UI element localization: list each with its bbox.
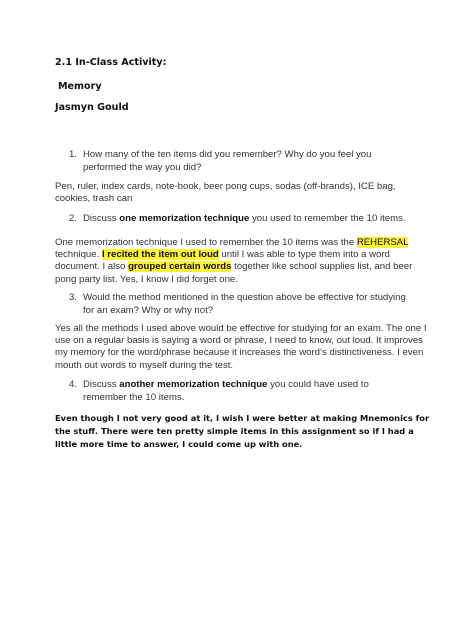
answer-2-highlight-grouped: grouped certain words	[128, 261, 232, 273]
answer-2-highlight-rehersal: REHERSAL	[356, 237, 409, 248]
question-2-text	[83, 213, 428, 226]
question-4-text-before: Discuss	[83, 379, 120, 390]
answer-2-highlight-recited: I recited the item out loud	[101, 249, 219, 261]
question-3-number: 3.	[69, 292, 78, 303]
question-1-number: 1.	[69, 149, 78, 160]
answer-1-text: Pen, ruler, index cards, note-book, beer pong cups, sodas (off-brands), ICE bag, cookies, trash can	[55, 181, 396, 205]
answer-2-part1: One memorization technique I used to remember the 10 items was the	[55, 237, 357, 248]
question-2-number: 2.	[69, 213, 78, 224]
question-2-text-after: you used to remember the 10 items.	[249, 213, 406, 224]
question-3-text: Would the method mentioned in the question above be effective for studying for an exam? Why or why not?	[83, 292, 406, 316]
question-4-text-bold: another memorization technique	[119, 379, 268, 390]
author-name: Jasmyn Gould	[55, 102, 129, 113]
question-4-text	[83, 379, 415, 404]
question-1-text: How many of the ten items did you remember? Why do you feel you performed the way you did?	[83, 149, 372, 173]
activity-title: 2.1 In-Class Activity:	[55, 57, 167, 68]
answer-2-part2: technique.	[55, 249, 102, 261]
activity-subtitle: Memory	[58, 81, 102, 92]
question-2-text-before: Discuss	[83, 213, 120, 224]
answer-2-text	[55, 237, 427, 286]
question-4-number: 4.	[69, 379, 78, 390]
answer-2-part4: together like school supplies list, and beer pong party list. Yes, I know I did forget one.	[55, 261, 413, 285]
answer-4-text: Even though I not very good at it, I wish I were better at making Mnemonics for the stuff. There were ten pretty simple items in this assignment so if I had a little more time to answer, I could come up with one.	[55, 413, 430, 449]
question-4-text-after: you could have used to remember the 10 items.	[83, 379, 369, 403]
answer-3-text: Yes all the methods I used above would be effective for studying for an exam. The one I use on a regular basis is saying a word or phrase, I need to know, out loud. It improves my memory for the word/phrase because it increases the word’s distinctiveness. I even mouth out words to myself during the test.	[55, 323, 427, 371]
answer-2-part3: until I was able to type them into a word document. I also	[55, 249, 390, 273]
question-2-text-bold: one memorization technique	[119, 213, 250, 224]
